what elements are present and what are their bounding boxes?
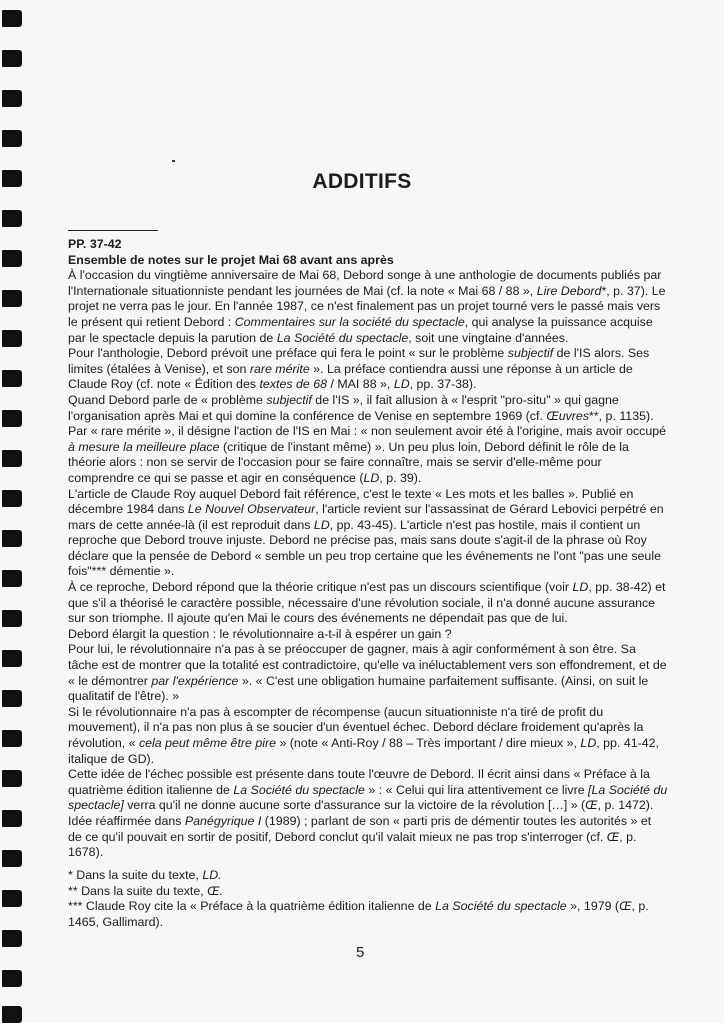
page-number: 5 — [356, 944, 365, 961]
binding-tab — [2, 490, 22, 507]
page-title: ADDITIFS — [312, 170, 412, 193]
main-text — [68, 237, 668, 861]
paragraph: Quand Debord parle de « problème subjectif de l'IS », il fait allusion à « l'esprit "pro-situ" » qui gagne l'organisation après Mai et qui domine la conférence de Venise en septembre 1969 (cf. Œuvres**, p. 1135). Par « rare mérite », il désigne l'action de l'IS en Mai : « non seulement avoir été à l'origine, mais avoir occupé à mesure la meilleure place (critique de l'instant même) ». Un peu plus loin, Debord définit le rôle de la théorie alors : non se servir de l'occasion pour se faire connaître, mais se servir d'elle-même pour comprendre ce qui se passe et agir en conséquence (LD, p. 39). — [68, 392, 667, 485]
binding-tab — [2, 810, 22, 827]
binding-tab — [2, 410, 22, 427]
binding-tab — [2, 50, 22, 67]
footnote: ** Dans la suite du texte, Œ. — [68, 883, 223, 898]
ink-speck — [172, 160, 175, 162]
binding-tab — [2, 1006, 22, 1023]
binding-tab — [2, 530, 22, 547]
paragraph: À ce reproche, Debord répond que la théorie critique n'est pas un discours scientifique (voir LD, pp. 38-42) et que s'il a théorisé le caractère possible, nécessaire d'une révolution sociale, il n'a donné aucune assurance sur son triomphe. Il ajoute qu'en Mai le cours des événements ne dépendait pas que de lui. — [68, 580, 666, 626]
binding-tab — [2, 90, 22, 107]
paragraph: Pour l'anthologie, Debord prévoit une préface qui fera le point « sur le problème subjectif de l'IS alors. Ses limites (étalées à Venise), et son rare mérite ». La préface contiendra aussi une réponse à un article de Claude Roy (cf. note « Édition des textes de 68 / MAI 88 », LD, pp. 37-38). — [68, 346, 650, 392]
binding-tab — [2, 330, 22, 347]
binding-tab — [2, 250, 22, 267]
binding-tab — [2, 970, 22, 987]
binding-tab — [2, 370, 22, 387]
binding-tab — [2, 650, 22, 667]
binding-tab — [2, 610, 22, 627]
binding-tab — [2, 770, 22, 787]
footnote: *** Claude Roy cite la « Préface à la quatrième édition italienne de La Société du spectacle », 1979 (Œ, p. 1465, Gallimard). — [68, 899, 649, 929]
footnotes — [68, 868, 668, 930]
binding-tab — [2, 890, 22, 907]
spiral-binding — [0, 0, 24, 1023]
section-divider — [68, 230, 158, 231]
paragraph: Si le révolutionnaire n'a pas à escompter de récompense (aucun situationniste n'a tiré de profit du mouvement), il n'a pas non plus à se soucier d'un éventuel échec. Debord déclare froidement qu'après la révolution, « cela peut même être pire » (note « Anti-Roy / 88 – Très important / dire mieux », LD, pp. 41-42, italique de GD). — [68, 704, 659, 766]
binding-tab — [2, 450, 22, 467]
paragraph: Pour lui, le révolutionnaire n'a pas à se préoccuper de gagner, mais à agir conformément à son être. Sa tâche est de montrer que la totalité est contradictoire, qu'elle va inéluctablement vers son effondrement, et de « le démontrer par l'expérience ». « C'est une obligation humaine parfaitement suffisante. (Ainsi, on suit le qualitatif de l'être). » — [68, 642, 667, 704]
binding-tab — [2, 10, 22, 27]
binding-tab — [2, 570, 22, 587]
footnote: * Dans la suite du texte, LD. — [68, 868, 222, 882]
paragraph: L'article de Claude Roy auquel Debord fait référence, c'est le texte « Les mots et les balles ». Publié en décembre 1984 dans Le Nouvel Observateur, l'article revient sur l'assassinat de Gérard Lebovici perpétré en mars de cette année-là (il est reproduit dans LD, pp. 43-45). L'article n'est pas hostile, mais il contient un reproche que Debord trouve injuste. Debord ne précise pas, mais sans doute s'agit-il de la phrase où Roy déclare que la pensée de Debord « semble un peu trop certaine que les événements ne l'ont "pas une seule fois"*** démentie ». — [68, 486, 664, 579]
paragraph: Cette idée de l'échec possible est présente dans toute l'œuvre de Debord. Il écrit ainsi dans « Préface à la quatrième édition italienne de La Société du spectacle » : « Celui qui lira attentivement ce livre [La Société du spectacle] verra qu'il ne donne aucune sorte d'assurance sur la victoire de la révolution […] » (Œ, p. 1472). Idée réaffirmée dans Panégyrique I (1989) ; parlant de son « parti pris de démentir toutes les autorités » et de ce qu'il pouvait en sortir de positif, Debord conclut qu'il valait mieux ne pas trop s'interroger (cf. Œ, p. 1678). — [68, 767, 668, 860]
page-reference: PP. 37-42 — [68, 237, 122, 251]
binding-tab — [2, 130, 22, 147]
binding-tab — [2, 690, 22, 707]
binding-tab — [2, 850, 22, 867]
section-heading: Ensemble de notes sur le projet Mai 68 avant ans après — [68, 252, 394, 267]
binding-tab — [2, 210, 22, 227]
binding-tab — [2, 930, 22, 947]
binding-tab — [2, 290, 22, 307]
binding-tab — [2, 730, 22, 747]
paragraph: Debord élargit la question : le révolutionnaire a-t-il à espérer un gain ? — [68, 626, 452, 641]
paragraph: À l'occasion du vingtième anniversaire de Mai 68, Debord songe à une anthologie de documents publiés par l'Internationale situationniste pendant les journées de Mai (cf. la note « Mai 68 / 88 », Lire Debord*, p. 37). Le projet ne verra pas le jour. En l'année 1987, ce n'est finalement pas un projet tourné vers le passé mais vers le présent qui retient Debord : Commentaires sur la société du spectacle, qui analyse la puissance acquise par le spectacle depuis la parution de La Société du spectacle, soit une vingtaine d'années. — [68, 268, 666, 345]
